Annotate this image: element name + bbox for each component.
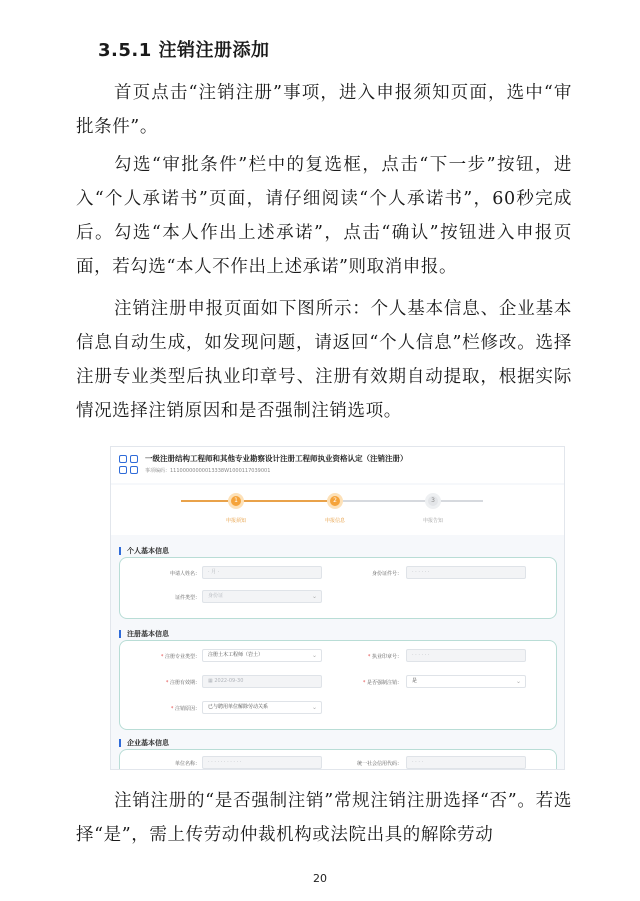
section-heading: 3.5.1 注销注册添加 — [98, 40, 270, 61]
unit-name-label: 单位名称： — [174, 761, 200, 767]
chevron-down-icon: ⌄ — [311, 593, 317, 600]
step-1-dot: 1 — [228, 493, 244, 509]
personal-info-card — [119, 557, 557, 619]
step-line-pending — [343, 500, 483, 502]
credit-code-field[interactable]: · · · · — [406, 756, 526, 769]
step-progress — [111, 485, 564, 535]
force-cancel-value: 是 — [412, 678, 418, 684]
force-cancel-label: * 是否强制注销： — [362, 680, 402, 686]
embedded-screenshot — [110, 446, 565, 770]
reason-select[interactable] — [202, 701, 322, 714]
step-line-done — [181, 500, 341, 502]
step-2-dot: 2 — [327, 493, 343, 509]
step-1-label: 申报须知 — [225, 518, 247, 524]
valid-period-label: * 注册有效期： — [165, 680, 200, 686]
step-2-label: 申报信息 — [324, 518, 346, 524]
id-type-select[interactable] — [202, 590, 322, 603]
chevron-down-icon: ⌄ — [311, 704, 317, 711]
screenshot-header — [111, 447, 564, 483]
seal-label: * 执业印章号： — [367, 654, 402, 660]
major-select[interactable] — [202, 649, 322, 662]
step-3-label: 申报告知 — [422, 518, 444, 524]
chevron-down-icon: ⌄ — [311, 652, 317, 659]
credit-code-label: 统一社会信用代码： — [356, 761, 402, 767]
seal-field[interactable]: · · · · · · — [406, 649, 526, 662]
major-label: * 注册专业类型： — [160, 654, 200, 660]
step-3-dot: 3 — [425, 493, 441, 509]
page-number: 20 — [313, 872, 327, 885]
id-type-value: 身份证 — [208, 593, 224, 599]
company-section-title: 企业基本信息 — [119, 739, 169, 747]
major-value: 注册土木工程师（岩土） — [208, 652, 264, 658]
reason-label: * 注销原因： — [170, 706, 200, 712]
valid-period-field[interactable]: ▦ 2022-09-30 — [202, 675, 322, 688]
name-field[interactable]: · 月 · — [202, 566, 322, 579]
reason-value: 已与聘用单位解除劳动关系 — [208, 704, 269, 710]
unit-name-field[interactable]: · · · · · · · · · · · — [202, 756, 322, 769]
screenshot-title: 一级注册结构工程师和其他专业勘察设计注册工程师执业资格认定（注销注册） — [145, 454, 408, 463]
id-type-label: 证件类型： — [174, 595, 200, 601]
paragraph-4: 注销注册的“是否强制注销”常规注销注册选择“否”。若选择“是”，需上传劳动仲裁机构或法院出具的解除劳动 — [76, 791, 572, 845]
chevron-down-icon: ⌄ — [515, 678, 521, 685]
paragraph-3: 注销注册申报页面如下图所示：个人基本信息、企业基本信息自动生成，如发现问题，请返回“个人信息”栏修改。选择注册专业类型后执业印章号、注册有效期自动提取，根据实际情况选择注销原因和是否强制注销选项。 — [76, 299, 572, 421]
company-info-card — [119, 749, 557, 770]
calendar-icon: ▦ — [208, 678, 215, 684]
personal-section-title: 个人基本信息 — [119, 547, 169, 555]
id-number-field[interactable]: · · · · · · — [406, 566, 526, 579]
registration-info-card — [119, 640, 557, 730]
registration-section-title: 注册基本信息 — [119, 630, 169, 638]
app-logo-icon — [119, 455, 139, 475]
force-cancel-select[interactable] — [406, 675, 526, 688]
paragraph-1: 首页点击“注销注册”事项，进入申报须知页面，选中“审批条件”。 — [76, 83, 572, 137]
screenshot-subtitle: 事项编码：11100000000013338W1000117039001 — [145, 468, 271, 474]
paragraph-2: 勾选“审批条件”栏中的复选框，点击“下一步”按钮，进入“个人承诺书”页面，请仔细阅读“个人承诺书”，60秒完成后。勾选“本人作出上述承诺”，点击“确认”按钮进入申报页面，若勾选“本人不作出上述承诺”则取消申报。 — [76, 155, 572, 277]
name-label: 申请人姓名： — [169, 571, 200, 577]
id-number-label: 身份证件号： — [371, 571, 402, 577]
